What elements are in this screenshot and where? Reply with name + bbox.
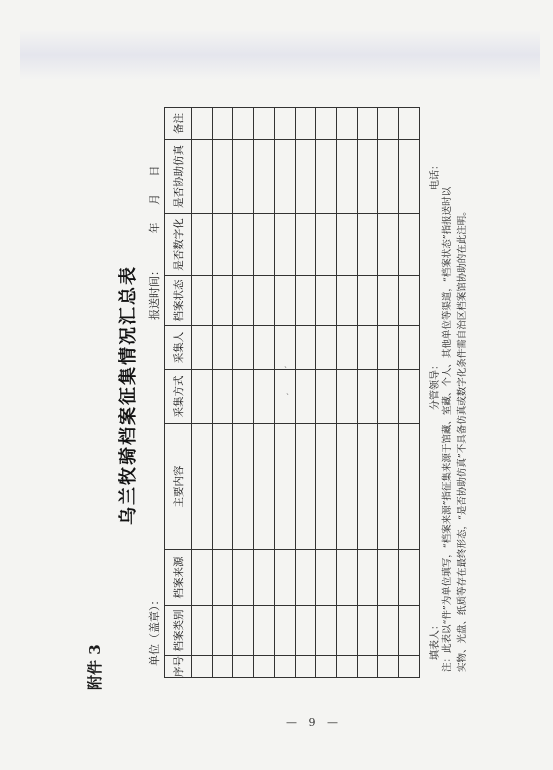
header-cell: 备注 <box>165 108 192 140</box>
header-cell: 档案来源 <box>165 550 192 606</box>
table-cell <box>337 108 358 140</box>
table-cell <box>316 656 337 678</box>
table-cell <box>274 326 295 370</box>
table-cell <box>274 214 295 276</box>
unit-label: 单位（盖章）： <box>148 594 161 666</box>
table-cell <box>357 424 378 550</box>
header-cell: 采集人 <box>165 326 192 370</box>
table-cell <box>316 424 337 550</box>
table-row <box>212 108 233 678</box>
table-cell <box>192 424 213 550</box>
leader-label: 分管领导： <box>430 360 441 410</box>
header-cell: 是否协助仿真 <box>165 140 192 214</box>
table-cell <box>254 606 275 656</box>
table-cell <box>212 550 233 606</box>
table-cell <box>212 326 233 370</box>
table-cell <box>337 656 358 678</box>
table-cell <box>254 370 275 424</box>
table-cell <box>233 424 254 550</box>
table-cell <box>316 140 337 214</box>
table-cell <box>316 370 337 424</box>
table-cell <box>399 370 420 424</box>
table-cell <box>399 424 420 550</box>
attachment-label: 附件 3 <box>86 644 104 690</box>
table-cell <box>295 370 316 424</box>
table-row <box>316 108 337 678</box>
table-cell <box>378 214 399 276</box>
table-cell <box>399 326 420 370</box>
table-cell <box>295 656 316 678</box>
table-cell <box>378 656 399 678</box>
table-cell <box>233 326 254 370</box>
table-cell <box>378 606 399 656</box>
filler-label: 填表人： <box>430 620 441 660</box>
header-cell: 采集方式 <box>165 370 192 424</box>
table-cell <box>212 606 233 656</box>
table-row <box>357 108 378 678</box>
footnote-line: 注：此表以“件”为单位填写，“档案来源”指征集来源于馆藏、室藏、个人、其他单位等渠道，“档案状态”指报送时以 <box>442 186 453 672</box>
header-cell: 档案状态 <box>165 276 192 326</box>
table-cell <box>357 326 378 370</box>
table-cell <box>212 214 233 276</box>
footnote-line: 实物、光盘、纸质等存在最终形态，“是否协助仿真”不具备仿真或数字化条件需自治区档案馆协助的在此注明。 <box>457 206 468 672</box>
table-cell <box>254 656 275 678</box>
table-cell <box>212 108 233 140</box>
table-cell <box>233 108 254 140</box>
table-cell <box>254 424 275 550</box>
table-cell <box>399 214 420 276</box>
table-cell <box>378 326 399 370</box>
table-cell <box>295 214 316 276</box>
table-cell <box>357 606 378 656</box>
table-cell <box>316 214 337 276</box>
table-cell <box>192 214 213 276</box>
report-time: 报送时间： 年 月 日 <box>148 165 161 320</box>
table-row <box>192 108 213 678</box>
table-cell <box>192 606 213 656</box>
table-cell <box>399 140 420 214</box>
table-cell <box>233 276 254 326</box>
contact-label: 电话： <box>430 160 441 190</box>
table-cell <box>233 140 254 214</box>
table-cell <box>357 656 378 678</box>
table-cell <box>337 606 358 656</box>
table-row <box>378 108 399 678</box>
table-body <box>192 108 420 678</box>
table-cell <box>192 656 213 678</box>
table-cell <box>295 550 316 606</box>
header-cell: 是否数字化 <box>165 214 192 276</box>
table-row <box>399 108 420 678</box>
table-cell <box>254 550 275 606</box>
page-number: — 9 — <box>286 716 342 729</box>
table-cell <box>378 550 399 606</box>
table-cell <box>212 276 233 326</box>
table-header-row <box>165 108 192 678</box>
table-row <box>254 108 275 678</box>
table-cell <box>233 370 254 424</box>
table-cell <box>357 214 378 276</box>
table-cell <box>295 424 316 550</box>
table-cell <box>399 276 420 326</box>
table-cell <box>378 276 399 326</box>
table-cell <box>378 370 399 424</box>
table-cell <box>357 108 378 140</box>
table-cell <box>295 108 316 140</box>
scan-mark: ˎ <box>284 359 287 369</box>
table-cell <box>337 370 358 424</box>
table-cell <box>316 108 337 140</box>
table-cell <box>192 276 213 326</box>
table-cell <box>295 276 316 326</box>
table-cell <box>378 140 399 214</box>
table-cell <box>337 214 358 276</box>
header-cell: 主要内容 <box>165 424 192 550</box>
table-cell <box>316 276 337 326</box>
table-cell <box>274 276 295 326</box>
table-cell <box>357 370 378 424</box>
table-cell <box>316 550 337 606</box>
table-cell <box>295 326 316 370</box>
table-cell <box>316 326 337 370</box>
table-cell <box>192 370 213 424</box>
table-cell <box>378 424 399 550</box>
table-cell <box>254 140 275 214</box>
table-cell <box>212 424 233 550</box>
table-cell <box>233 656 254 678</box>
table-cell <box>378 108 399 140</box>
table-cell <box>254 214 275 276</box>
table-cell <box>233 550 254 606</box>
table-cell <box>295 606 316 656</box>
table-cell <box>274 108 295 140</box>
table-cell <box>357 550 378 606</box>
table-cell <box>274 370 295 424</box>
table-cell <box>192 140 213 214</box>
table-cell <box>316 606 337 656</box>
table-cell <box>274 656 295 678</box>
table-cell <box>295 140 316 214</box>
table-cell <box>254 108 275 140</box>
table-cell <box>274 606 295 656</box>
table-cell <box>357 276 378 326</box>
table-row <box>274 108 295 678</box>
table-cell <box>399 108 420 140</box>
table-cell <box>399 550 420 606</box>
table-cell <box>337 276 358 326</box>
header-cell: 序号 <box>165 656 192 678</box>
table-cell <box>274 140 295 214</box>
table-row <box>233 108 254 678</box>
table-cell <box>274 550 295 606</box>
table-cell <box>274 424 295 550</box>
table-cell <box>192 550 213 606</box>
table-cell <box>254 276 275 326</box>
table-cell <box>233 606 254 656</box>
scan-mark: ˎ <box>286 386 289 396</box>
table-cell <box>233 214 254 276</box>
table-cell <box>337 424 358 550</box>
table-row <box>337 108 358 678</box>
table-cell <box>399 606 420 656</box>
table-cell <box>357 140 378 214</box>
table-cell <box>337 326 358 370</box>
form-title: 乌兰牧骑档案征集情况汇总表 <box>118 265 139 525</box>
footnote <box>440 102 470 672</box>
table-cell <box>399 656 420 678</box>
table-row <box>295 108 316 678</box>
table-cell <box>254 326 275 370</box>
header-cell: 档案类别 <box>165 606 192 656</box>
rotated-form <box>64 100 494 690</box>
table-cell <box>212 656 233 678</box>
table-cell <box>337 550 358 606</box>
table-cell <box>337 140 358 214</box>
table-cell <box>212 370 233 424</box>
scan-artifact <box>20 30 540 80</box>
table-cell <box>192 326 213 370</box>
table-cell <box>212 140 233 214</box>
summary-table <box>164 107 420 678</box>
table-cell <box>192 108 213 140</box>
